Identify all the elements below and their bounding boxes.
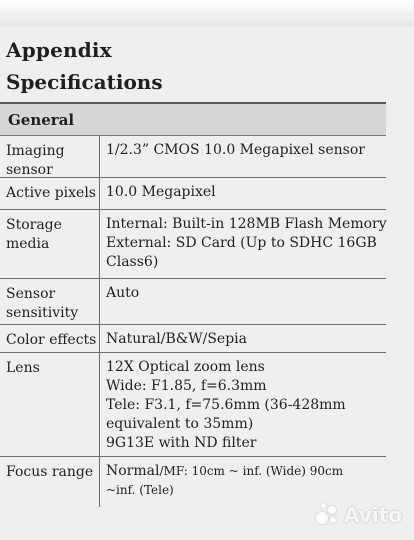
avito-logo-icon bbox=[314, 502, 340, 528]
spec-value-line: Wide: F1.85, f=6.3mm bbox=[106, 378, 267, 394]
spec-value bbox=[100, 210, 387, 278]
spec-value-line: External: SD Card (Up to SDHC 16GB bbox=[106, 235, 377, 251]
spec-row-color-effects bbox=[0, 325, 386, 353]
specifications-heading: Specifications bbox=[6, 70, 163, 94]
spec-value-line: Tele: F3.1, f=75.6mm (36-428mm bbox=[106, 397, 346, 413]
spec-row-imaging-sensor bbox=[0, 136, 386, 178]
watermark-text: Avito bbox=[344, 503, 402, 527]
spec-value-line: 10.0 Megapixel bbox=[106, 184, 216, 200]
spec-value-line bbox=[106, 462, 386, 481]
focus-mode: Normal bbox=[106, 463, 160, 479]
spec-row-lens bbox=[0, 353, 386, 457]
top-edge bbox=[0, 0, 414, 26]
spec-value-line: Auto bbox=[106, 285, 140, 301]
spec-label: Focus range bbox=[0, 457, 100, 507]
focus-range-detail: /MF: 10cm ~ inf. (Wide) 90cm bbox=[159, 464, 344, 478]
spec-value-line: ~inf. (Tele) bbox=[106, 483, 174, 497]
spec-label: Sensor sensitivity bbox=[0, 279, 100, 324]
spec-label: Storage media bbox=[0, 210, 100, 278]
spec-row-focus-range bbox=[0, 457, 386, 507]
spec-label: Color effects bbox=[0, 325, 100, 352]
spec-value-line: 12X Optical zoom lens bbox=[106, 359, 265, 375]
spec-value-line: Natural/B&W/Sepia bbox=[106, 331, 247, 347]
spec-value-line: equivalent to 35mm) bbox=[106, 416, 254, 432]
spec-row-storage-media bbox=[0, 210, 386, 279]
spec-value-line: Class6) bbox=[106, 254, 159, 270]
spec-label: Active pixels bbox=[0, 178, 100, 209]
spec-value bbox=[100, 457, 386, 507]
spec-value-line: Internal: Built-in 128MB Flash Memory bbox=[106, 216, 387, 232]
specifications-table bbox=[0, 102, 386, 507]
spec-row-sensor-sensitivity bbox=[0, 279, 386, 325]
appendix-heading: Appendix bbox=[6, 38, 112, 62]
section-header-general: General bbox=[0, 102, 386, 136]
spec-value bbox=[100, 279, 386, 324]
spec-value-line: 1/2.3” CMOS 10.0 Megapixel sensor bbox=[106, 142, 365, 158]
spec-value bbox=[100, 325, 386, 352]
spec-label: Lens bbox=[0, 353, 100, 456]
spec-value bbox=[100, 353, 386, 456]
spec-label: Imaging sensor bbox=[0, 136, 100, 177]
avito-watermark bbox=[314, 502, 402, 528]
spec-value bbox=[100, 178, 386, 209]
spec-row-active-pixels bbox=[0, 178, 386, 210]
spec-value-line: 9G13E with ND filter bbox=[106, 435, 257, 451]
spec-value bbox=[100, 136, 386, 177]
